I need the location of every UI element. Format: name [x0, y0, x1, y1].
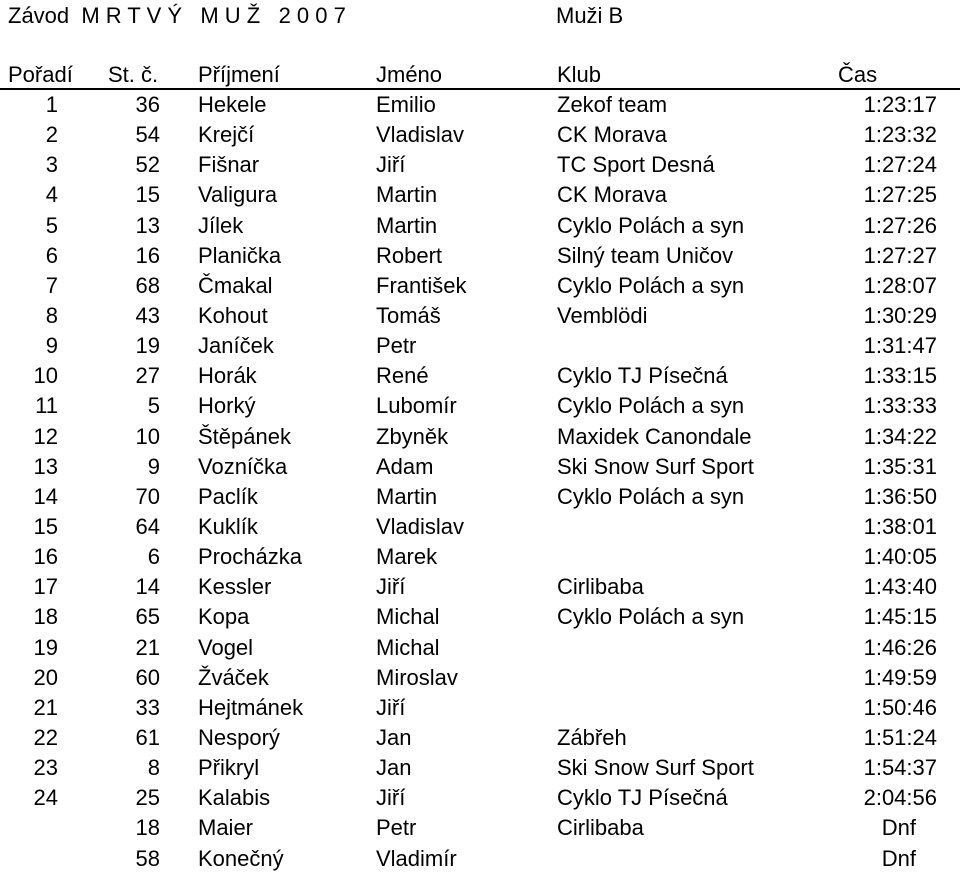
club-cell: Zábřeh	[557, 724, 627, 750]
start-number-cell: 70	[135, 483, 160, 509]
rank-cell: 19	[33, 634, 58, 660]
first-name-cell: Jiří	[376, 694, 406, 720]
time-cell: 1:27:27	[863, 242, 937, 268]
time-cell: 1:43:40	[863, 574, 937, 600]
document-header	[8, 2, 948, 30]
time-cell: 1:27:24	[863, 152, 937, 178]
first-name-cell: Adam	[376, 453, 434, 479]
start-number-cell: 52	[135, 152, 160, 178]
results-table	[0, 60, 960, 874]
last-name-cell: Fišnar	[198, 152, 260, 178]
time-cell: 1:34:22	[863, 423, 937, 449]
time-cell: 1:23:17	[863, 92, 937, 117]
last-name-cell: Janíček	[198, 333, 274, 359]
table-row	[0, 301, 960, 331]
table-row	[0, 271, 960, 301]
rank-cell: 23	[33, 755, 58, 781]
table-row	[0, 633, 960, 663]
first-name-cell: Jiří	[376, 574, 406, 600]
time-cell: 1:33:33	[863, 393, 937, 419]
table-row	[0, 452, 960, 482]
time-cell: 1:36:50	[863, 483, 937, 509]
first-name-cell: Zbyněk	[376, 423, 449, 449]
table-row	[0, 723, 960, 753]
first-name-cell: Robert	[376, 242, 443, 268]
table-row	[0, 813, 960, 843]
last-name-cell: Kohout	[198, 302, 268, 328]
rank-cell: 3	[45, 152, 58, 178]
table-row	[0, 512, 960, 542]
time-cell: 1:35:31	[863, 453, 937, 479]
table-body	[0, 90, 960, 874]
time-cell: Dnf	[881, 845, 916, 871]
club-cell: Cyklo Polách a syn	[557, 212, 745, 238]
time-cell: 1:33:15	[863, 363, 937, 389]
start-number-cell: 68	[135, 272, 160, 298]
time-cell: 1:46:26	[863, 634, 937, 660]
time-cell: 1:27:25	[863, 182, 937, 208]
table-row	[0, 331, 960, 361]
table-row	[0, 602, 960, 632]
last-name-cell: Kalabis	[198, 785, 271, 811]
rank-cell: 11	[35, 393, 58, 419]
first-name-cell: Martin	[376, 212, 438, 238]
start-number-cell: 27	[135, 363, 160, 389]
club-cell: Ski Snow Surf Sport	[557, 755, 754, 781]
last-name-cell: Konečný	[198, 845, 284, 871]
last-name-cell: Hejtmánek	[198, 694, 304, 720]
column-header-rank: Pořadí	[8, 62, 73, 87]
table-row	[0, 542, 960, 572]
first-name-cell: Petr	[376, 333, 417, 359]
last-name-cell: Krejčí	[198, 122, 255, 148]
first-name-cell: Michal	[376, 604, 440, 630]
last-name-cell: Kessler	[198, 574, 272, 600]
first-name-cell: Martin	[376, 483, 438, 509]
column-header-club: Klub	[557, 62, 602, 87]
start-number-cell: 8	[147, 755, 160, 781]
time-cell: 1:45:15	[863, 604, 937, 630]
table-row	[0, 180, 960, 210]
table-row	[0, 663, 960, 693]
club-cell: Cyklo TJ Písečná	[557, 363, 728, 389]
start-number-cell: 61	[135, 724, 160, 750]
time-cell: 1:54:37	[863, 755, 937, 781]
start-number-cell: 9	[147, 453, 160, 479]
first-name-cell: Vladimír	[376, 845, 457, 871]
rank-cell: 24	[33, 785, 58, 811]
rank-cell: 16	[33, 544, 58, 570]
club-cell: Cyklo TJ Písečná	[557, 785, 728, 811]
time-cell: 1:51:24	[863, 724, 937, 750]
last-name-cell: Valigura	[198, 182, 278, 208]
start-number-cell: 15	[135, 182, 160, 208]
rank-cell: 17	[33, 574, 58, 600]
last-name-cell: Planička	[198, 242, 282, 268]
start-number-cell: 21	[135, 634, 160, 660]
first-name-cell: Lubomír	[376, 393, 457, 419]
first-name-cell: Martin	[376, 182, 438, 208]
last-name-cell: Horák	[198, 363, 257, 389]
table-row	[0, 241, 960, 271]
last-name-cell: Horký	[198, 393, 256, 419]
time-cell: 1:40:05	[863, 544, 937, 570]
rank-cell: 21	[33, 694, 58, 720]
club-cell: Cyklo Polách a syn	[557, 393, 745, 419]
start-number-cell: 43	[135, 302, 160, 328]
rank-cell: 5	[45, 212, 58, 238]
column-header-start: St. č.	[108, 62, 159, 87]
first-name-cell: Jan	[376, 755, 412, 781]
table-header-row	[0, 60, 960, 90]
rank-cell: 12	[33, 423, 58, 449]
rank-cell: 9	[45, 333, 58, 359]
start-number-cell: 5	[147, 393, 160, 419]
club-cell: Cyklo Polách a syn	[557, 272, 745, 298]
start-number-cell: 65	[135, 604, 160, 630]
table-row	[0, 572, 960, 602]
time-cell: 1:31:47	[863, 333, 937, 359]
rank-cell: 1	[45, 92, 58, 117]
club-cell: CK Morava	[557, 182, 668, 208]
table-row	[0, 753, 960, 783]
time-cell: 1:23:32	[863, 122, 937, 148]
start-number-cell: 19	[135, 333, 160, 359]
race-category: Muži B	[556, 3, 624, 28]
rank-cell: 13	[33, 453, 58, 479]
club-cell: Vemblödi	[557, 302, 648, 328]
start-number-cell: 54	[135, 122, 160, 148]
rank-cell: 14	[33, 483, 58, 509]
first-name-cell: Tomáš	[376, 302, 441, 328]
last-name-cell: Hekele	[198, 92, 267, 117]
last-name-cell: Maier	[198, 815, 254, 841]
last-name-cell: Vozníčka	[198, 453, 288, 479]
first-name-cell: Jan	[376, 724, 412, 750]
table-row	[0, 693, 960, 723]
time-cell: 1:28:07	[863, 272, 937, 298]
last-name-cell: Jílek	[198, 212, 244, 238]
last-name-cell: Přikryl	[198, 755, 260, 781]
start-number-cell: 58	[135, 845, 160, 871]
start-number-cell: 36	[135, 92, 160, 117]
column-header-last: Příjmení	[198, 62, 280, 87]
start-number-cell: 13	[135, 212, 160, 238]
column-header-first: Jméno	[376, 62, 443, 87]
club-cell: Ski Snow Surf Sport	[557, 453, 754, 479]
start-number-cell: 33	[135, 694, 160, 720]
time-cell: 2:04:56	[863, 785, 937, 811]
rank-cell: 20	[33, 664, 58, 690]
last-name-cell: Žváček	[198, 664, 269, 690]
table-row	[0, 90, 960, 120]
last-name-cell: Nesporý	[198, 724, 280, 750]
rank-cell: 10	[33, 363, 58, 389]
table-row	[0, 482, 960, 512]
first-name-cell: Miroslav	[376, 664, 458, 690]
table-row	[0, 783, 960, 813]
rank-cell: 4	[45, 182, 58, 208]
last-name-cell: Čmakal	[198, 272, 273, 298]
time-cell: 1:49:59	[863, 664, 937, 690]
club-cell: Maxidek Canondale	[557, 423, 752, 449]
start-number-cell: 64	[135, 513, 160, 539]
first-name-cell: Petr	[376, 815, 417, 841]
start-number-cell: 25	[135, 785, 160, 811]
last-name-cell: Procházka	[198, 544, 302, 570]
time-cell: 1:50:46	[863, 694, 937, 720]
rank-cell: 22	[33, 724, 58, 750]
start-number-cell: 18	[135, 815, 160, 841]
last-name-cell: Kopa	[198, 604, 250, 630]
table-row	[0, 391, 960, 421]
time-cell: 1:30:29	[863, 302, 937, 328]
rank-cell: 6	[45, 242, 58, 268]
first-name-cell: René	[376, 363, 429, 389]
rank-cell: 15	[33, 513, 58, 539]
table-row	[0, 422, 960, 452]
first-name-cell: Michal	[376, 634, 440, 660]
club-cell: Silný team Uničov	[557, 242, 734, 268]
start-number-cell: 60	[135, 664, 160, 690]
start-number-cell: 14	[135, 574, 160, 600]
rank-cell: 2	[45, 122, 58, 148]
time-cell: 1:38:01	[863, 513, 937, 539]
start-number-cell: 10	[135, 423, 160, 449]
table-row	[0, 844, 960, 874]
club-cell: CK Morava	[557, 122, 668, 148]
last-name-cell: Vogel	[198, 634, 254, 660]
time-cell: 1:27:26	[863, 212, 937, 238]
first-name-cell: Jiří	[376, 152, 406, 178]
last-name-cell: Paclík	[198, 483, 258, 509]
rank-cell: 8	[45, 302, 58, 328]
race-title: Závod M R T V Ý M U Ž 2 0 0 7	[8, 3, 346, 28]
start-number-cell: 6	[147, 544, 160, 570]
club-cell: Cyklo Polách a syn	[557, 483, 745, 509]
time-cell: Dnf	[881, 815, 916, 841]
club-cell: Cyklo Polách a syn	[557, 604, 745, 630]
first-name-cell: Emilio	[376, 92, 436, 117]
first-name-cell: Jiří	[376, 785, 406, 811]
club-cell: Zekof team	[557, 92, 668, 117]
club-cell: Cirlibaba	[557, 574, 644, 600]
club-cell: Cirlibaba	[557, 815, 644, 841]
rank-cell: 18	[33, 604, 58, 630]
last-name-cell: Kuklík	[198, 513, 258, 539]
first-name-cell: Vladislav	[376, 122, 465, 148]
table-row	[0, 361, 960, 391]
rank-cell: 7	[45, 272, 58, 298]
first-name-cell: František	[376, 272, 467, 298]
table-row	[0, 211, 960, 241]
table-row	[0, 150, 960, 180]
first-name-cell: Marek	[376, 544, 438, 570]
table-row	[0, 120, 960, 150]
last-name-cell: Štěpánek	[198, 423, 291, 449]
start-number-cell: 16	[135, 242, 160, 268]
club-cell: TC Sport Desná	[557, 152, 715, 178]
first-name-cell: Vladislav	[376, 513, 465, 539]
column-header-time: Čas	[838, 62, 878, 87]
